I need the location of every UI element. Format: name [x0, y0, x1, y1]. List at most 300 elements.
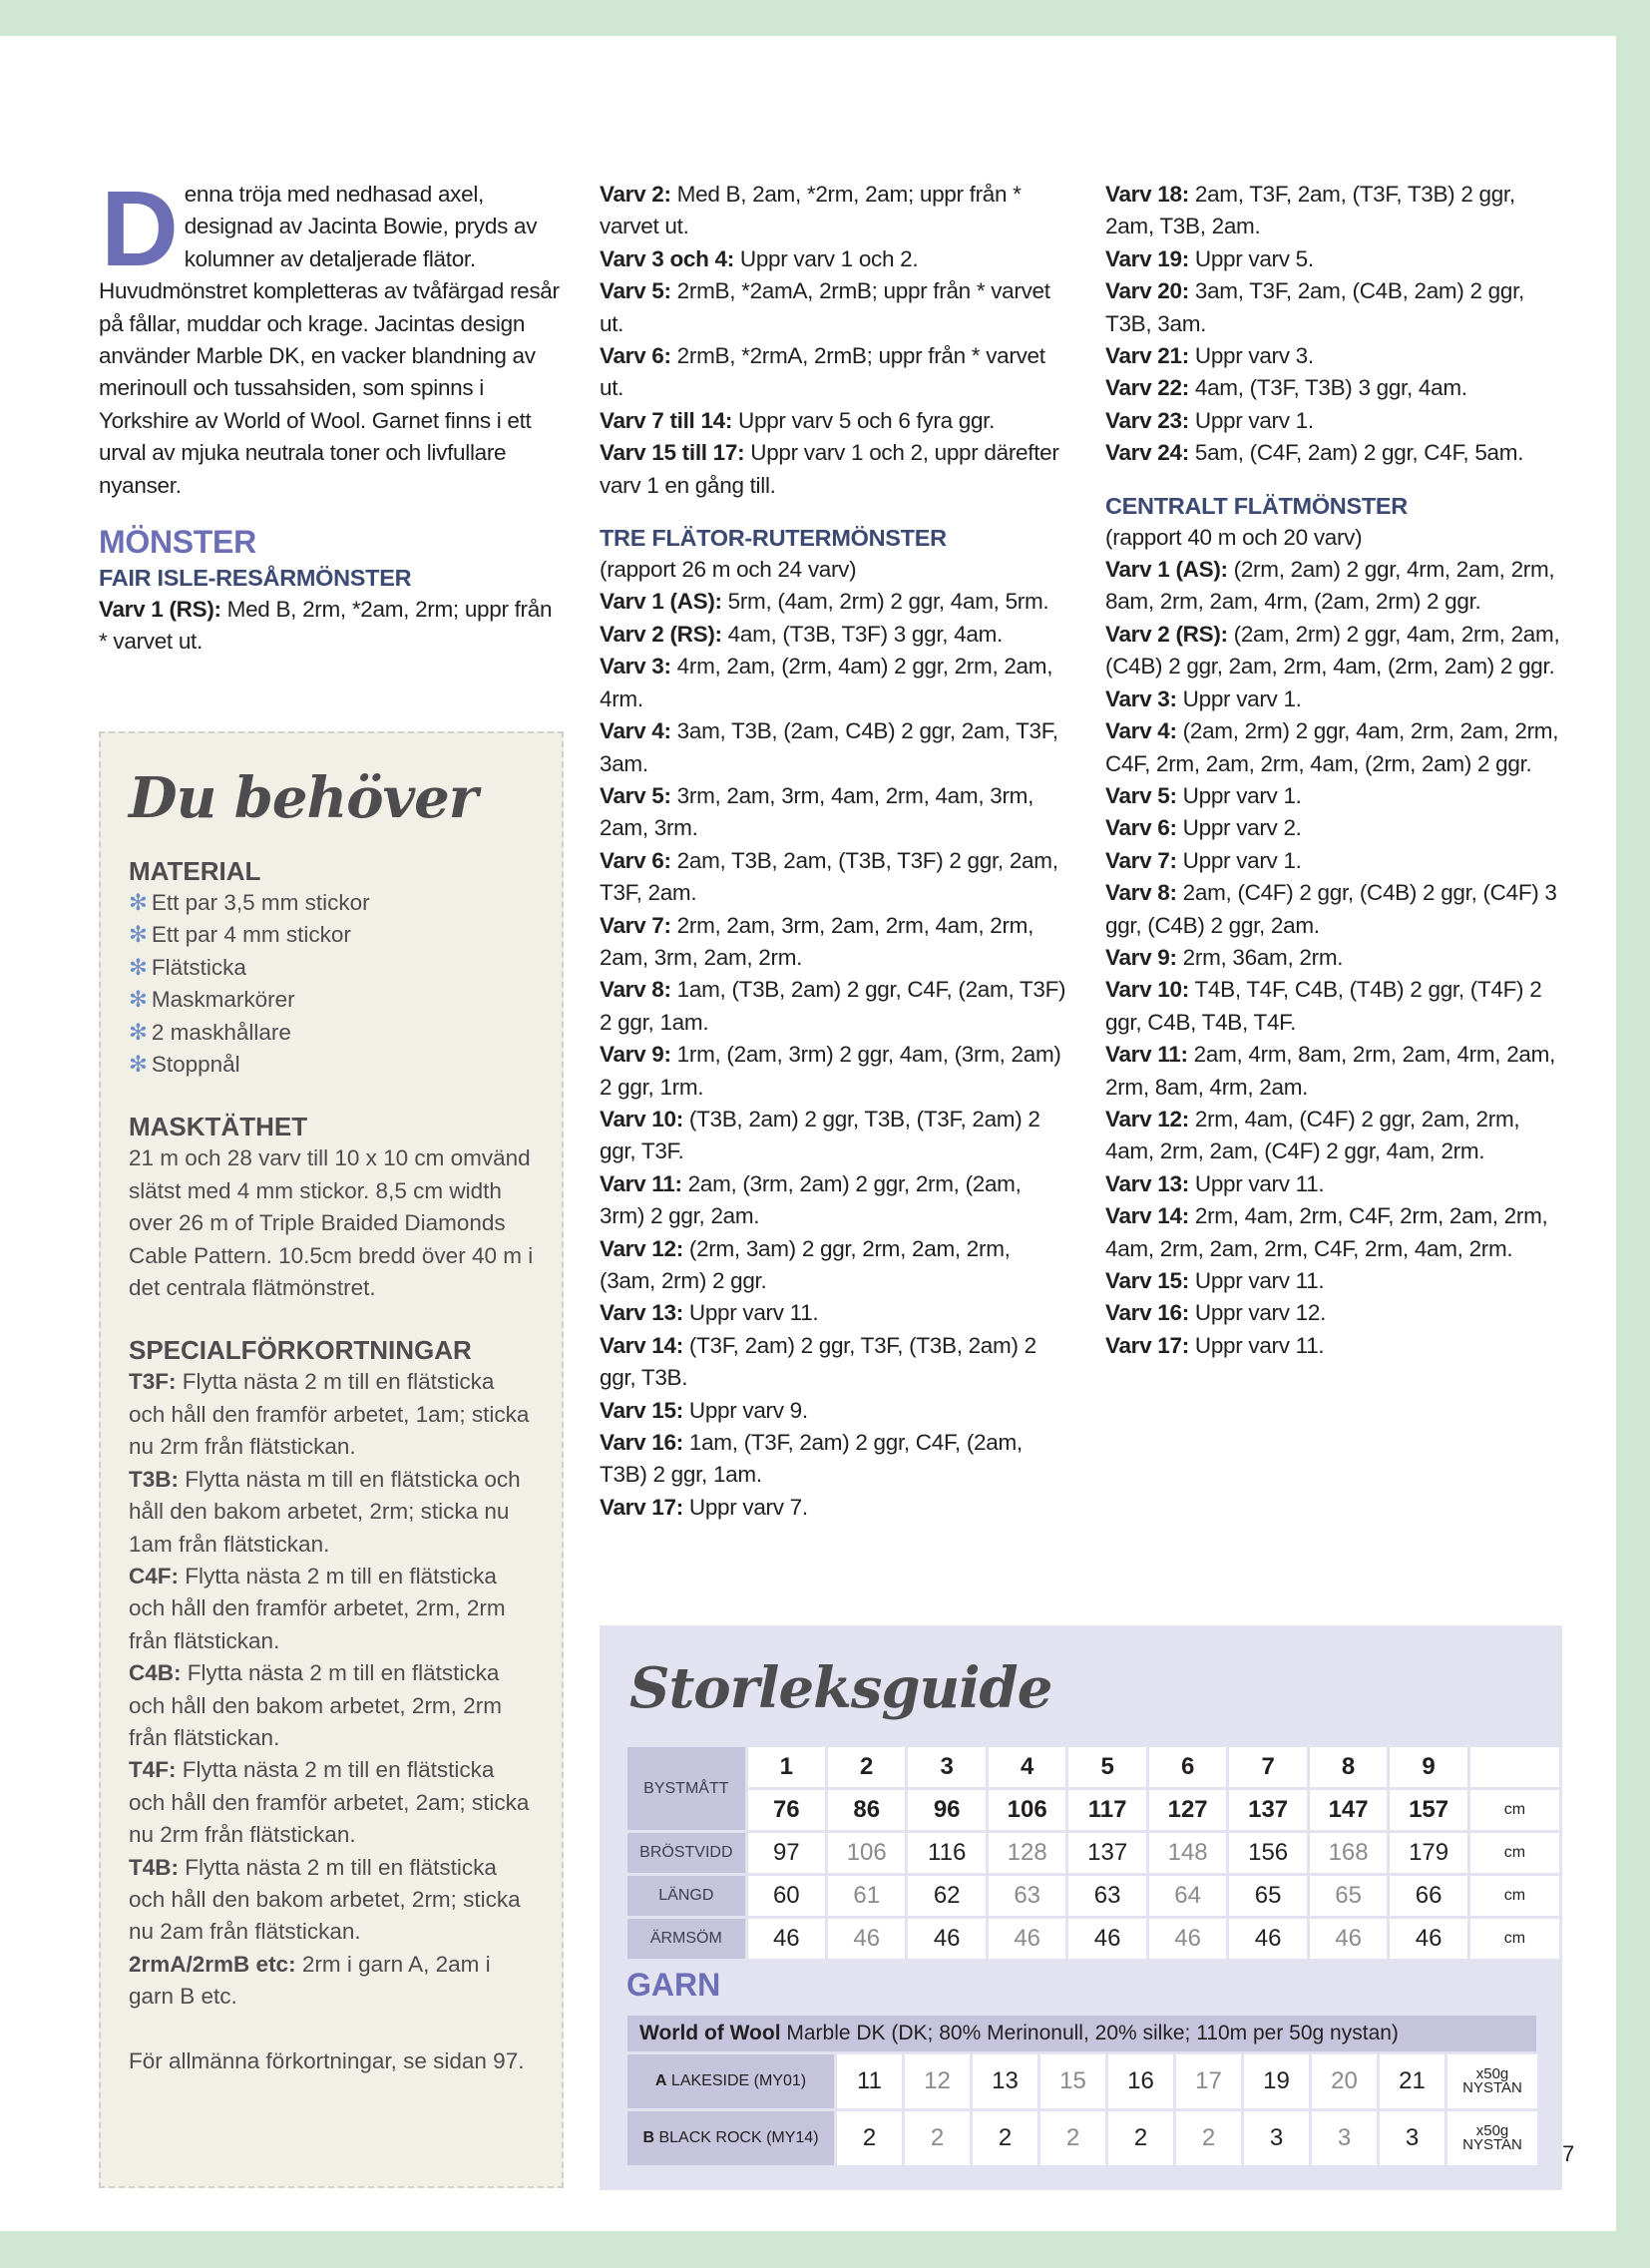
pattern-row [1105, 683, 1566, 715]
column-1 [99, 168, 564, 659]
pattern-row [1105, 340, 1566, 372]
pattern-row [600, 845, 1068, 910]
row-text: Uppr varv 7. [682, 1494, 808, 1520]
row-label: Varv 2 (RS): [1105, 621, 1228, 647]
abbreviation-text: Flytta nästa 2 m till en flätsticka och håll den framför arbetet, 2rm, 2rm från flätstickan. [129, 1563, 506, 1653]
row-text: (T3B, 2am) 2 ggr, T3B, (T3F, 2am) 2 ggr, T3F. [600, 1106, 1040, 1164]
row-text: Uppr varv 11. [682, 1300, 819, 1326]
yarn-letter: A [654, 2072, 667, 2089]
row-label: Varv 3: [1105, 685, 1177, 711]
row-label: Varv 15 till 17: [600, 440, 745, 466]
pattern-row [600, 405, 1068, 437]
abbreviation-label: T4F: [129, 1757, 177, 1783]
row-label: Varv 14: [1105, 1203, 1189, 1229]
yarn-quantity: 2 [1108, 2111, 1173, 2165]
pattern-row [600, 1330, 1068, 1395]
row-label: Varv 12: [1105, 1106, 1189, 1132]
yarn-unit-name: NYSTAN [1462, 2079, 1522, 2096]
size-number: 4 [989, 1747, 1065, 1787]
row-label: Varv 23: [1105, 407, 1189, 433]
row-label: Varv 5: [600, 278, 671, 304]
row-label: Varv 13: [1105, 1170, 1189, 1196]
row-label: Varv 9: [1105, 944, 1177, 970]
central-repeat: (rapport 40 m och 20 varv) [1105, 524, 1363, 550]
pattern-row [1105, 877, 1566, 942]
row-text: 1am, (T3F, 2am) 2 ggr, C4F, (2am, T3B) 2 ggr, 1am. [600, 1430, 1023, 1488]
size-value: 116 [908, 1833, 985, 1873]
material-text: Flätsticka [151, 954, 246, 980]
size-value: 127 [1149, 1790, 1226, 1830]
asterisk-icon: ✻ [129, 1052, 148, 1078]
abbreviation-text: Flytta nästa 2 m till en flätsticka och håll den bakom arbetet, 2rm, 2rm från flätstickan. [129, 1660, 502, 1750]
size-value: 148 [1149, 1833, 1226, 1873]
yarn-name: BLACK ROCK (MY14) [654, 2129, 819, 2146]
size-number: 5 [1068, 1747, 1145, 1787]
row-text: 4am, (T3F, T3B) 3 ggr, 4am. [1188, 375, 1467, 401]
row-text: 1am, (T3B, 2am) 2 ggr, C4F, (2am, T3F) 2 ggr, 1am. [600, 977, 1066, 1035]
pattern-row [600, 1492, 1068, 1524]
central-rows [1105, 554, 1566, 1362]
size-value: 46 [748, 1919, 825, 1959]
special-heading: SPECIALFÖRKORTNINGAR [129, 1335, 472, 1366]
material-text: 2 maskhållare [151, 1019, 291, 1045]
size-number: 3 [908, 1747, 985, 1787]
pattern-row [1105, 1200, 1566, 1265]
size-number: 2 [828, 1747, 905, 1787]
size-value: 86 [828, 1790, 905, 1830]
row-text: 4am, (T3B, T3F) 3 ggr, 4am. [721, 621, 1003, 647]
pattern-row [600, 1395, 1068, 1427]
row-text: Uppr varv 1 och 2. [733, 245, 919, 271]
row-label: Varv 10: [600, 1106, 683, 1132]
abbreviation-text: Flytta nästa 2 m till en flätsticka och håll den bakom arbetet, 2rm; sticka nu 2am från flätstickan. [129, 1854, 521, 1945]
row-label: Varv 5: [600, 782, 671, 808]
pattern-row [600, 715, 1068, 780]
pattern-row [600, 974, 1068, 1039]
pattern-row [600, 1168, 1068, 1233]
row-label: Varv 2: [600, 182, 671, 207]
size-value: 46 [1310, 1919, 1387, 1959]
size-value: 66 [1390, 1876, 1466, 1916]
row-text: Uppr varv 1 och 2, uppr därefter varv 1 en gång till. [600, 440, 1059, 498]
row-label: Varv 10: [1105, 977, 1189, 1003]
yarn-table [624, 2051, 1540, 2168]
size-value: 65 [1310, 1876, 1387, 1916]
size-number: 6 [1149, 1747, 1226, 1787]
pattern-row [600, 243, 1068, 275]
size-header-row [627, 1747, 1559, 1787]
row-text: Med B, 2am, *2rm, 2am; uppr från * varvet ut. [600, 182, 1022, 239]
pattern-row [600, 1427, 1068, 1492]
yarn-quantity: 20 [1312, 2054, 1377, 2108]
abbreviation-text: Flytta nästa m till en flätsticka och håll den bakom arbetet, 2rm; sticka nu 1am från flätstickan. [129, 1466, 521, 1557]
yarn-quantity: 17 [1176, 2054, 1241, 2108]
size-value: 60 [748, 1876, 825, 1916]
pattern-row [1105, 405, 1566, 437]
pattern-row [600, 340, 1068, 405]
yarn-row [627, 2054, 1537, 2108]
row-text: Uppr varv 12. [1188, 1300, 1327, 1326]
row-text: Uppr varv 1. [1176, 847, 1302, 873]
size-value: 46 [1149, 1919, 1226, 1959]
row-text: (T3F, 2am) 2 ggr, T3F, (T3B, 2am) 2 ggr, T3B. [600, 1332, 1036, 1391]
size-value: 179 [1390, 1833, 1466, 1873]
yarn-name: LAKESIDE (MY01) [666, 2072, 807, 2089]
yarn-quantity: 2 [837, 2111, 902, 2165]
row-label: Varv 8: [600, 977, 671, 1003]
yarn-quantity: 16 [1108, 2054, 1173, 2108]
row-label: Varv 1 (AS): [600, 589, 722, 615]
pattern-row [1105, 845, 1566, 877]
size-value: 128 [989, 1833, 1065, 1873]
pattern-row [600, 910, 1068, 975]
row-text: Uppr varv 11. [1188, 1332, 1325, 1358]
size-value: 156 [1229, 1833, 1306, 1873]
abbreviation-item [129, 1561, 536, 1657]
row-text: Med B, 2rm, *2am, 2rm; uppr från * varvet ut. [99, 597, 553, 655]
row-label: Varv 4: [600, 718, 671, 744]
yarn-unit [1447, 2054, 1537, 2108]
row-label: Varv 6: [600, 847, 671, 873]
row-text: (2am, 2rm) 2 ggr, 4am, 2rm, 2am, 2rm, C4F, 2rm, 2am, 2rm, 4am, (2rm, 2am) 2 ggr. [1105, 718, 1559, 776]
materials-title: Du behöver [129, 765, 478, 831]
yarn-quantity: 2 [973, 2111, 1037, 2165]
row-text: 3am, T3B, (2am, C4B) 2 ggr, 2am, T3F, 3am. [600, 718, 1058, 776]
gauge-heading: MASKTÄTHET [129, 1112, 308, 1142]
row-text: 2am, (3rm, 2am) 2 ggr, 2rm, (2am, 3rm) 2 ggr, 2am. [600, 1170, 1022, 1229]
pattern-row [600, 1104, 1068, 1168]
empty-cell [1470, 1747, 1559, 1787]
asterisk-icon: ✻ [129, 954, 148, 980]
yarn-quantity: 2 [905, 2111, 970, 2165]
abbreviation-item [129, 1366, 536, 1463]
material-text: Ett par 3,5 mm stickor [151, 890, 370, 915]
material-item [129, 952, 536, 984]
row-label: Varv 15: [1105, 1268, 1189, 1293]
row-text: Uppr varv 1. [1176, 782, 1302, 808]
abbreviation-item [129, 1754, 536, 1851]
abbreviation-label: T4B: [129, 1854, 179, 1880]
size-number: 9 [1390, 1747, 1466, 1787]
row-text: Uppr varv 1. [1188, 407, 1314, 433]
pattern-row [1105, 1039, 1566, 1104]
abbreviation-text: Flytta nästa 2 m till en flätsticka och håll den framför arbetet, 2am; sticka nu 2rm från flätstickan. [129, 1757, 530, 1848]
size-row [627, 1833, 1559, 1873]
row-label: Varv 7: [600, 912, 671, 938]
size-value: 63 [989, 1876, 1065, 1916]
pattern-row [600, 1039, 1068, 1104]
gauge-text: 21 m och 28 varv till 10 x 10 cm omvänd slätst med 4 mm stickor. 8,5 cm width over 26 m of Triple Braided Diamonds Cable Pattern. 10.5cm bredd över 40 m i det centrala flätmönstret. [129, 1145, 534, 1301]
pattern-row [1105, 1168, 1566, 1200]
abbreviation-label: C4B: [129, 1660, 182, 1686]
size-guide-title: Storleksguide [629, 1655, 1052, 1721]
asterisk-icon: ✻ [129, 890, 148, 915]
size-value: 63 [1068, 1876, 1145, 1916]
material-heading: MATERIAL [129, 856, 261, 886]
pattern-row [1105, 619, 1566, 683]
row-label: Varv 11: [600, 1170, 682, 1196]
row-label: Varv 18: [1105, 182, 1189, 207]
row-label: Varv 1 (AS): [1105, 557, 1228, 583]
row-text: 2rm, 4am, 2rm, C4F, 2rm, 2am, 2rm, 4am, 2rm, 2am, 2rm, C4F, 2rm, 4am, 2rm. [1105, 1203, 1548, 1261]
material-item [129, 984, 536, 1016]
pattern-row [1105, 243, 1566, 275]
row-label: Varv 6: [1105, 815, 1177, 841]
yarn-unit [1447, 2111, 1537, 2165]
size-value: 46 [989, 1919, 1065, 1959]
size-value: 46 [1229, 1919, 1306, 1959]
row-label: LÄNGD [627, 1876, 745, 1916]
row-label: Varv 3: [600, 654, 671, 680]
row-label: Varv 7: [1105, 847, 1177, 873]
size-row [627, 1876, 1559, 1916]
row-label: Varv 14: [600, 1332, 683, 1358]
pattern-row [1105, 372, 1566, 404]
pattern-heading: MÖNSTER [99, 524, 256, 561]
row-text: Uppr varv 3. [1188, 343, 1314, 369]
row-label: Varv 3 och 4: [600, 245, 734, 271]
row-text: (2am, 2rm) 2 ggr, 4am, 2rm, 2am, (C4B) 2 ggr, 2am, 2rm, 4am, (2rm, 2am) 2 ggr. [1105, 621, 1560, 680]
size-value: 137 [1068, 1833, 1145, 1873]
column-2 [600, 179, 1068, 1524]
material-text: Ett par 4 mm stickor [151, 922, 351, 948]
size-value: 117 [1068, 1790, 1145, 1830]
row-label: Varv 4: [1105, 718, 1177, 744]
yarn-quantity: 3 [1312, 2111, 1377, 2165]
yarn-brand: World of Wool [639, 2022, 781, 2044]
row-text: 2rmB, *2amA, 2rmB; uppr från * varvet ut. [600, 278, 1050, 336]
yarn-quantity: 19 [1244, 2054, 1309, 2108]
row-text: T4B, T4F, C4B, (T4B) 2 ggr, (T4F) 2 ggr, C4B, T4B, T4F. [1105, 977, 1542, 1035]
pattern-row [600, 179, 1068, 243]
size-row [627, 1790, 1559, 1830]
row-text: 3rm, 2am, 3rm, 4am, 2rm, 4am, 3rm, 2am, 3rm. [600, 782, 1034, 841]
row-text: Uppr varv 5. [1188, 245, 1314, 271]
pattern-row [600, 780, 1068, 845]
size-value: 46 [908, 1919, 985, 1959]
tre-rows-cont [1105, 179, 1566, 470]
size-value: 137 [1229, 1790, 1306, 1830]
unit-cell: cm [1470, 1790, 1559, 1830]
row-label: BYSTMÅTT [627, 1747, 745, 1830]
pattern-row [1105, 780, 1566, 812]
page-number: 7 [1562, 2141, 1575, 2166]
row-label: ÄRMSÖM [627, 1919, 745, 1959]
abbreviation-label: 2rmA/2rmB etc: [129, 1951, 296, 1977]
pattern-row [1105, 974, 1566, 1039]
pattern-row [600, 1297, 1068, 1329]
row-text: 2rm, 2am, 3rm, 2am, 2rm, 4am, 2rm, 2am, 3rm, 2am, 2rm. [600, 912, 1034, 970]
row-label: Varv 1 (RS): [99, 597, 221, 623]
row-text: Uppr varv 9. [682, 1397, 808, 1423]
yarn-quantity: 3 [1244, 2111, 1309, 2165]
pattern-row [600, 275, 1068, 340]
abbreviation-item [129, 1949, 536, 2014]
yarn-label [627, 2054, 834, 2108]
yarn-description [627, 2016, 1536, 2051]
size-value: 46 [1390, 1919, 1466, 1959]
row-label: Varv 22: [1105, 375, 1189, 401]
row-text: 2rm, 4am, (C4F) 2 ggr, 2am, 2rm, 4am, 2rm, 2am, (C4F) 2 ggr, 4am, 2rm. [1105, 1106, 1520, 1164]
size-number: 8 [1310, 1747, 1387, 1787]
row-label: Varv 6: [600, 343, 671, 369]
material-item [129, 887, 536, 919]
material-list [129, 887, 536, 1081]
pattern-row [1105, 942, 1566, 974]
row-label: Varv 8: [1105, 880, 1177, 906]
abbreviation-text: Flytta nästa 2 m till en flätsticka och håll den framför arbetet, 1am; sticka nu 2rm från flätstickan. [129, 1369, 530, 1460]
abbreviation-item [129, 1464, 536, 1561]
intro-paragraph [99, 168, 564, 502]
pattern-row [1105, 554, 1566, 619]
row-text: 2am, 4rm, 8am, 2rm, 2am, 4rm, 2am, 2rm, 8am, 4rm, 2am. [1105, 1042, 1556, 1100]
size-value: 46 [1068, 1919, 1145, 1959]
tre-heading: TRE FLÄTOR-RUTERMÖNSTER [600, 525, 947, 552]
row-label: Varv 17: [1105, 1332, 1189, 1358]
unit-cell: cm [1470, 1919, 1559, 1959]
row-text: 2am, T3F, 2am, (T3F, T3B) 2 ggr, 2am, T3B, 2am. [1105, 182, 1515, 239]
pattern-row [1105, 812, 1566, 844]
unit-cell: cm [1470, 1833, 1559, 1873]
size-value: 96 [908, 1790, 985, 1830]
yarn-quantity: 12 [905, 2054, 970, 2108]
yarn-quantity: 11 [837, 2054, 902, 2108]
pattern-row [600, 651, 1068, 715]
row-text: 2rm, 36am, 2rm. [1176, 944, 1344, 970]
abbreviation-text: 2rm i garn A, 2am i garn B etc. [129, 1951, 491, 2010]
row-label: Varv 5: [1105, 782, 1177, 808]
row-label: Varv 2 (RS): [600, 621, 722, 647]
row-text: Uppr varv 11. [1188, 1268, 1325, 1293]
fairisle-heading: FAIR ISLE-RESÅRMÖNSTER [99, 565, 412, 592]
row-text: (2rm, 2am) 2 ggr, 4rm, 2am, 2rm, 8am, 2rm, 2am, 4rm, (2am, 2rm) 2 ggr. [1105, 557, 1555, 615]
yarn-unit-weight: x50g [1475, 2122, 1509, 2139]
pattern-row [1105, 1297, 1566, 1329]
row-label: BRÖSTVIDD [627, 1833, 745, 1873]
pattern-row [600, 1233, 1068, 1298]
pattern-row [600, 619, 1068, 651]
drop-cap: D [101, 168, 179, 288]
yarn-unit-weight: x50g [1475, 2065, 1509, 2082]
size-table [624, 1744, 1562, 1962]
yarn-quantity: 15 [1040, 2054, 1105, 2108]
row-text: Uppr varv 2. [1176, 815, 1302, 841]
size-value: 97 [748, 1833, 825, 1873]
row-label: Varv 16: [600, 1430, 683, 1456]
central-heading: CENTRALT FLÄTMÖNSTER [1105, 492, 1408, 519]
row-text: 2am, T3B, 2am, (T3B, T3F) 2 ggr, 2am, T3F, 2am. [600, 847, 1058, 906]
row-label: Varv 12: [600, 1235, 683, 1261]
row-text: 5rm, (4am, 2rm) 2 ggr, 4am, 5rm. [721, 589, 1049, 615]
row-label: Varv 11: [1105, 1042, 1188, 1068]
page [0, 36, 1616, 2231]
row-text: Uppr varv 1. [1176, 685, 1302, 711]
pattern-row [1105, 179, 1566, 243]
abbreviations-note: För allmänna förkortningar, se sidan 97. [129, 2047, 525, 2073]
size-value: 106 [989, 1790, 1065, 1830]
size-value: 168 [1310, 1833, 1387, 1873]
size-number: 1 [748, 1747, 825, 1787]
row-text: Uppr varv 11. [1188, 1170, 1325, 1196]
fairisle-rows-cont [600, 179, 1068, 502]
abbreviation-label: T3F: [129, 1369, 177, 1395]
yarn-unit-name: NYSTAN [1462, 2136, 1522, 2153]
size-value: 157 [1390, 1790, 1466, 1830]
yarn-quantity: 2 [1176, 2111, 1241, 2165]
size-number: 7 [1229, 1747, 1306, 1787]
material-item [129, 1017, 536, 1049]
unit-cell: cm [1470, 1876, 1559, 1916]
yarn-label [627, 2111, 834, 2165]
row-label: Varv 17: [600, 1494, 683, 1520]
tre-rows [600, 586, 1068, 1524]
pattern-row [1105, 1104, 1566, 1168]
abbreviation-item [129, 1657, 536, 1754]
row-label: Varv 24: [1105, 440, 1189, 466]
special-list [129, 1366, 536, 2013]
row-label: Varv 7 till 14: [600, 407, 733, 433]
yarn-quantity: 2 [1040, 2111, 1105, 2165]
row-text: 3am, T3F, 2am, (C4B, 2am) 2 ggr, T3B, 3am. [1105, 278, 1524, 336]
row-label: Varv 15: [600, 1397, 683, 1423]
abbreviation-label: T3B: [129, 1466, 179, 1492]
pattern-row [99, 594, 564, 659]
row-text: 2am, (C4F) 2 ggr, (C4B) 2 ggr, (C4F) 3 ggr, (C4B) 2 ggr, 2am. [1105, 880, 1557, 938]
column-3 [1105, 179, 1566, 1362]
asterisk-icon: ✻ [129, 987, 148, 1013]
fairisle-rows [99, 594, 564, 659]
intro-text: enna tröja med nedhasad axel, designad av Jacinta Bowie, pryds av kolumner av detaljerade flätor. Huvudmönstret kompletteras av tvåfärgad resår på fållar, muddar och krage. Jacintas design använder Marble DK, en vacker blandning av merinoull och tussahsiden, som spinns i Yorkshire av World of Wool. Garnet finns i ett urval av mjuka neutrala toner och livfullare nyanser. [99, 182, 560, 498]
yarn-spec: Marble DK (DK; 80% Merinonull, 20% silke; 110m per 50g nystan) [780, 2022, 1399, 2044]
row-label: Varv 16: [1105, 1300, 1189, 1326]
size-value: 61 [828, 1876, 905, 1916]
row-text: Uppr varv 5 och 6 fyra ggr. [732, 407, 996, 433]
material-text: Stoppnål [151, 1052, 240, 1078]
size-value: 65 [1229, 1876, 1306, 1916]
pattern-row [1105, 1265, 1566, 1297]
size-value: 62 [908, 1876, 985, 1916]
yarn-row [627, 2111, 1537, 2165]
row-text: 4rm, 2am, (2rm, 4am) 2 ggr, 2rm, 2am, 4rm. [600, 654, 1053, 711]
pattern-row [1105, 1330, 1566, 1362]
pattern-row [600, 437, 1068, 502]
size-row [627, 1919, 1559, 1959]
abbreviation-item [129, 1852, 536, 1949]
materials-box [99, 731, 564, 2188]
row-text: 5am, (C4F, 2am) 2 ggr, C4F, 5am. [1188, 440, 1524, 466]
pattern-row [1105, 437, 1566, 469]
pattern-row [1105, 715, 1566, 780]
size-guide [600, 1625, 1562, 2190]
material-item [129, 919, 536, 951]
tre-repeat: (rapport 26 m och 24 varv) [600, 557, 857, 583]
size-value: 76 [748, 1790, 825, 1830]
row-text: 1rm, (2am, 3rm) 2 ggr, 4am, (3rm, 2am) 2 ggr, 1rm. [600, 1042, 1061, 1100]
pattern-row [1105, 275, 1566, 340]
size-value: 106 [828, 1833, 905, 1873]
row-label: Varv 19: [1105, 245, 1189, 271]
row-text: 2rmB, *2rmA, 2rmB; uppr från * varvet ut. [600, 343, 1045, 401]
yarn-quantity: 3 [1380, 2111, 1444, 2165]
row-label: Varv 20: [1105, 278, 1189, 304]
size-value: 64 [1149, 1876, 1226, 1916]
yarn-heading: GARN [626, 1967, 721, 2003]
asterisk-icon: ✻ [129, 1019, 148, 1045]
material-text: Maskmarkörer [151, 987, 295, 1013]
abbreviation-label: C4F: [129, 1563, 179, 1588]
row-label: Varv 9: [600, 1042, 671, 1068]
size-value: 147 [1310, 1790, 1387, 1830]
